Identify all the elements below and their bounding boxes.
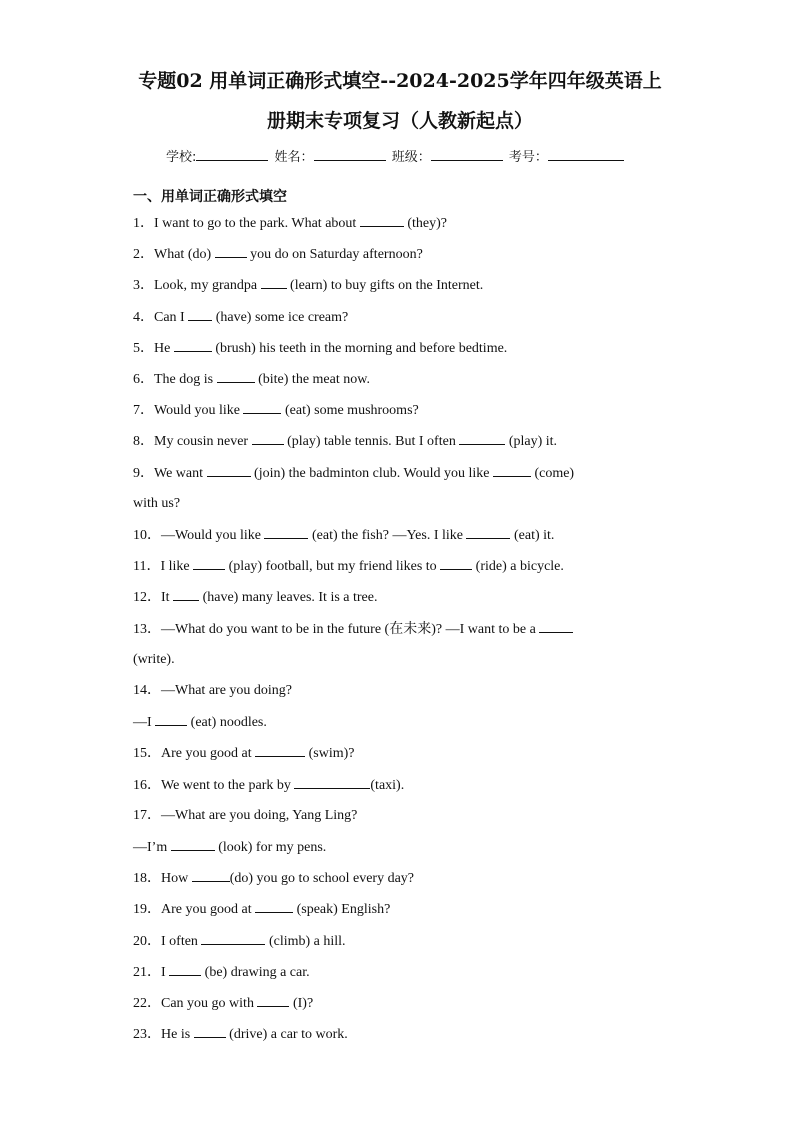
answer-blank[interactable]	[261, 276, 287, 289]
answer-blank[interactable]	[255, 900, 293, 913]
question-15: 15．Are you good at (swim)?	[133, 746, 355, 761]
question-19: 19．Are you good at (speak) English?	[133, 902, 391, 917]
question-20: 20．I often (climb) a hill.	[133, 934, 346, 949]
answer-blank[interactable]	[194, 1025, 226, 1038]
question-2: 2．What (do) you do on Saturday afternoon?	[133, 247, 423, 262]
question-7: 7．Would you like (eat) some mushrooms?	[133, 403, 419, 418]
answer-blank[interactable]	[264, 526, 308, 539]
answer-blank[interactable]	[360, 214, 404, 227]
class-label: 班级：	[391, 150, 431, 165]
answer-blank[interactable]	[257, 994, 289, 1007]
question-14: 14．—What are you doing?	[133, 683, 293, 698]
question-11: 11．I like (play) football, but my friend likes to (ride) a bicycle.	[133, 559, 564, 574]
answer-blank[interactable]	[201, 932, 265, 945]
document-title-line-1: 专题02 用单词正确形式填空--2024-2025学年四年级英语上	[138, 70, 662, 92]
student-info-line	[166, 146, 626, 165]
question-16: 16．We went to the park by (taxi).	[133, 778, 405, 793]
question-23: 23．He is (drive) a car to work.	[133, 1027, 348, 1042]
answer-blank[interactable]	[174, 339, 212, 352]
question-14-answer-line: —I (eat) noodles.	[133, 715, 267, 730]
answer-blank[interactable]	[255, 744, 305, 757]
answer-blank[interactable]	[539, 620, 573, 633]
answer-blank[interactable]	[459, 432, 505, 445]
name-label: 姓名：	[274, 150, 314, 165]
question-6: 6．The dog is (bite) the meat now.	[133, 372, 370, 387]
school-label: 学校:	[166, 150, 197, 165]
answer-blank[interactable]	[188, 308, 212, 321]
question-22: 22．Can you go with (I)?	[133, 996, 314, 1011]
answer-blank[interactable]	[252, 432, 284, 445]
question-13-continued: (write).	[133, 652, 175, 667]
answer-blank[interactable]	[466, 526, 510, 539]
answer-blank[interactable]	[217, 370, 255, 383]
answer-blank[interactable]	[493, 464, 531, 477]
answer-blank[interactable]	[215, 245, 247, 258]
answer-blank[interactable]	[155, 713, 187, 726]
question-17: 17．—What are you doing, Yang Ling?	[133, 808, 358, 823]
question-8: 8．My cousin never (play) table tennis. But I often (play) it.	[133, 434, 558, 449]
answer-blank[interactable]	[207, 464, 251, 477]
question-9: 9．We want (join) the badminton club. Would you like (come)	[133, 466, 575, 481]
question-5: 5．He (brush) his teeth in the morning and before bedtime.	[133, 341, 508, 356]
question-10: 10．—Would you like (eat) the fish? —Yes. I like (eat) it.	[133, 528, 555, 543]
answer-blank[interactable]	[193, 557, 225, 570]
question-9-continued: with us?	[133, 496, 181, 511]
section-heading: 一、用单词正确形式填空	[133, 189, 287, 205]
question-12: 12．It (have) many leaves. It is a tree.	[133, 590, 378, 605]
answer-blank[interactable]	[169, 963, 201, 976]
answer-blank[interactable]	[171, 838, 215, 851]
question-17-answer-line: —I’m (look) for my pens.	[133, 840, 327, 855]
name-field[interactable]	[314, 147, 386, 161]
exam-number-label: 考号：	[508, 150, 548, 165]
answer-blank[interactable]	[192, 869, 230, 882]
question-1: 1．I want to go to the park. What about (they)?	[133, 216, 447, 231]
question-3: 3．Look, my grandpa (learn) to buy gifts on the Internet.	[133, 278, 484, 293]
exam-number-field[interactable]	[548, 147, 624, 161]
answer-blank[interactable]	[294, 776, 370, 789]
question-4: 4．Can I (have) some ice cream?	[133, 310, 349, 325]
answer-blank[interactable]	[440, 557, 472, 570]
school-field[interactable]	[196, 147, 268, 161]
question-18: 18．How (do) you go to school every day?	[133, 871, 415, 886]
class-field[interactable]	[431, 147, 503, 161]
answer-blank[interactable]	[173, 588, 199, 601]
answer-blank[interactable]	[243, 401, 281, 414]
question-13: 13．—What do you want to be in the future (在未来)? —I want to be a	[133, 620, 573, 639]
document-title-line-2: 册期末专项复习（人教新起点）	[266, 110, 533, 132]
question-21: 21．I (be) drawing a car.	[133, 965, 310, 980]
